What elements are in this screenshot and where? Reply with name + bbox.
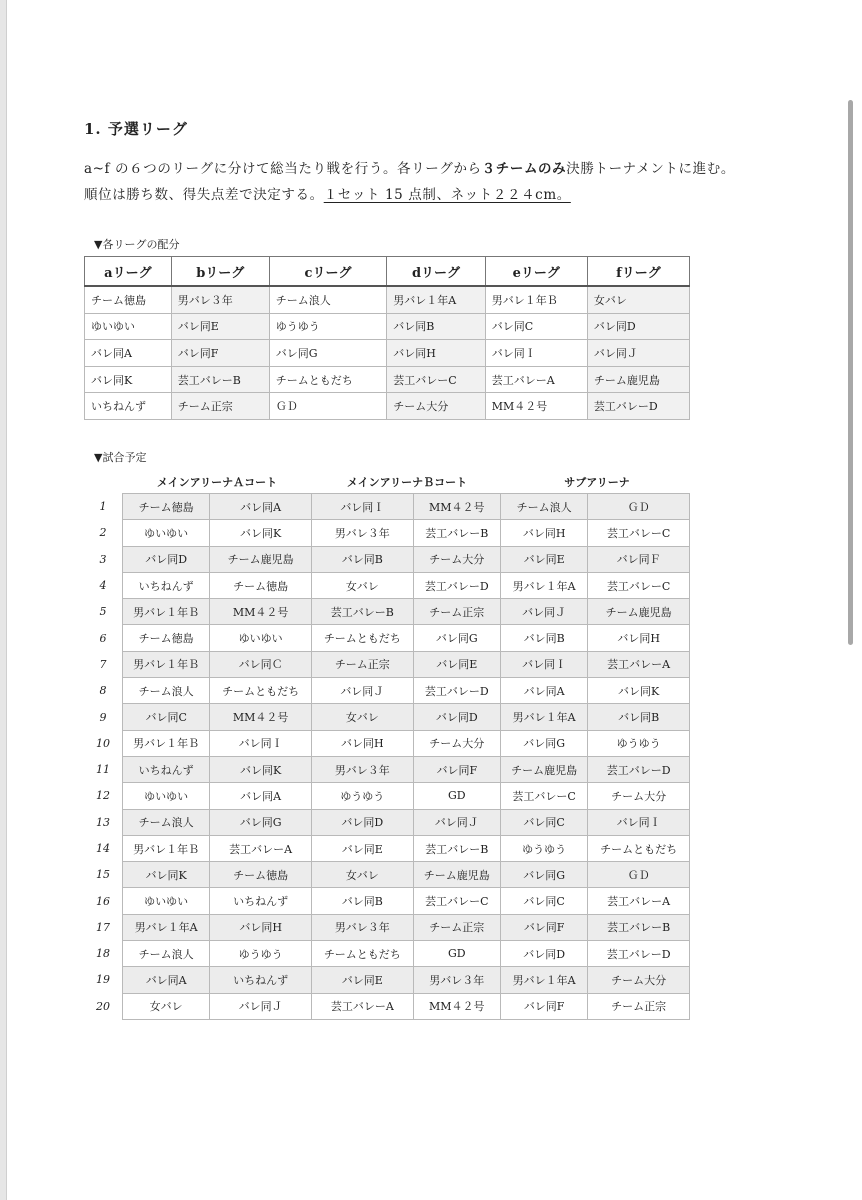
- match-number: 2: [84, 520, 123, 546]
- match-number: 15: [84, 862, 123, 888]
- team-cell: バレ同Ｆ: [588, 546, 690, 572]
- team-cell: チーム浪人: [123, 941, 210, 967]
- match-number: 17: [84, 914, 123, 940]
- league-caption: ▼各リーグの配分: [94, 238, 180, 251]
- league-cell: バレ同H: [387, 340, 486, 367]
- team-cell: バレ同K: [123, 862, 210, 888]
- team-cell: バレ同E: [500, 546, 587, 572]
- team-cell: バレ同H: [588, 625, 690, 651]
- team-cell: バレ同Ｊ: [210, 993, 312, 1019]
- schedule-row: [84, 599, 690, 625]
- league-row: [85, 313, 690, 340]
- team-cell: バレ同B: [311, 546, 413, 572]
- match-number: 14: [84, 835, 123, 861]
- team-cell: バレ同Ｊ: [413, 809, 500, 835]
- league-row: [85, 393, 690, 420]
- schedule-row: [84, 809, 690, 835]
- team-cell: バレ同K: [588, 678, 690, 704]
- team-cell: ゆうゆう: [588, 730, 690, 756]
- team-cell: バレ同G: [500, 862, 587, 888]
- team-cell: バレ同B: [311, 888, 413, 914]
- league-header-cell: dリーグ: [387, 257, 486, 287]
- schedule-row: [84, 941, 690, 967]
- team-cell: ＧＤ: [588, 862, 690, 888]
- team-cell: 女バレ: [311, 862, 413, 888]
- paragraph-text: a~f の６つのリーグに分けて総当たり戦を行う。各リーグから: [84, 161, 482, 177]
- team-cell: バレ同F: [500, 993, 587, 1019]
- team-cell: チーム徳島: [123, 625, 210, 651]
- team-cell: 芸工バレーB: [311, 599, 413, 625]
- team-cell: ゆいゆい: [123, 888, 210, 914]
- team-cell: 女バレ: [123, 993, 210, 1019]
- team-cell: バレ同A: [210, 783, 312, 809]
- team-cell: チーム徳島: [210, 572, 312, 598]
- team-cell: バレ同C: [500, 809, 587, 835]
- team-cell: 芸工バレーB: [588, 914, 690, 940]
- match-number: 19: [84, 967, 123, 993]
- team-cell: ゆいゆい: [210, 625, 312, 651]
- league-cell: チーム徳島: [85, 286, 172, 313]
- team-cell: 芸工バレーD: [413, 678, 500, 704]
- team-cell: ゆいゆい: [123, 520, 210, 546]
- team-cell: チームともだち: [588, 835, 690, 861]
- schedule-row: [84, 572, 690, 598]
- team-cell: チーム浪人: [123, 809, 210, 835]
- league-cell: チーム大分: [387, 393, 486, 420]
- paragraph-underlined: １セット 15 点制、ネット２２４cm。: [323, 187, 571, 203]
- paragraph-line-1: [84, 157, 735, 177]
- schedule-row: [84, 520, 690, 546]
- team-cell: 男バレ１年A: [123, 914, 210, 940]
- team-cell: バレ同E: [311, 967, 413, 993]
- schedule-row: [84, 835, 690, 861]
- league-header-cell: bリーグ: [171, 257, 269, 287]
- league-cell: 芸工バレーD: [587, 393, 689, 420]
- match-number: 3: [84, 546, 123, 572]
- team-cell: バレ同K: [210, 756, 312, 782]
- league-cell: バレ同B: [387, 313, 486, 340]
- league-header-cell: aリーグ: [85, 257, 172, 287]
- league-cell: チーム浪人: [269, 286, 386, 313]
- team-cell: チーム鹿児島: [588, 599, 690, 625]
- team-cell: 芸工バレーC: [588, 572, 690, 598]
- team-cell: バレ同H: [311, 730, 413, 756]
- team-cell: 男バレ１年Ｂ: [123, 730, 210, 756]
- team-cell: ゆいゆい: [123, 783, 210, 809]
- team-cell: 男バレ１年Ｂ: [123, 599, 210, 625]
- league-cell: バレ同Ｉ: [485, 340, 587, 367]
- league-cell: バレ同F: [171, 340, 269, 367]
- team-cell: いちねんず: [210, 967, 312, 993]
- match-number: 18: [84, 941, 123, 967]
- team-cell: GD: [413, 783, 500, 809]
- schedule-row: [84, 651, 690, 677]
- schedule-row: [84, 756, 690, 782]
- league-header-cell: cリーグ: [269, 257, 386, 287]
- page-edge: [6, 0, 7, 1200]
- team-cell: チーム鹿児島: [210, 546, 312, 572]
- match-number: 5: [84, 599, 123, 625]
- team-cell: バレ同F: [413, 756, 500, 782]
- match-number: 10: [84, 730, 123, 756]
- team-cell: バレ同G: [210, 809, 312, 835]
- team-cell: ゆうゆう: [210, 941, 312, 967]
- team-cell: バレ同H: [500, 520, 587, 546]
- team-cell: 女バレ: [311, 572, 413, 598]
- match-number: 6: [84, 625, 123, 651]
- team-cell: 男バレ１年A: [500, 572, 587, 598]
- match-number: 7: [84, 651, 123, 677]
- league-cell: ＧＤ: [269, 393, 386, 420]
- schedule-row: [84, 783, 690, 809]
- team-cell: バレ同K: [210, 520, 312, 546]
- league-cell: いちねんず: [85, 393, 172, 420]
- team-cell: MM４２号: [210, 704, 312, 730]
- court-header: メインアリーナＢコート: [346, 476, 468, 489]
- team-cell: チーム徳島: [123, 494, 210, 520]
- team-cell: 男バレ１年A: [500, 967, 587, 993]
- match-number: 20: [84, 993, 123, 1019]
- match-number: 12: [84, 783, 123, 809]
- team-cell: バレ同B: [588, 704, 690, 730]
- league-cell: バレ同D: [587, 313, 689, 340]
- league-row: [85, 340, 690, 367]
- court-header: メインアリーナＡコート: [156, 476, 278, 489]
- team-cell: 芸工バレーC: [588, 520, 690, 546]
- schedule-row: [84, 914, 690, 940]
- paragraph-line-2: [84, 183, 571, 203]
- team-cell: チーム鹿児島: [413, 862, 500, 888]
- schedule-table: [84, 493, 690, 1020]
- team-cell: バレ同Ｉ: [311, 494, 413, 520]
- team-cell: 芸工バレーC: [500, 783, 587, 809]
- court-header: サブアリーナ: [564, 476, 630, 489]
- schedule-header-row: [122, 474, 690, 490]
- paragraph-emphasis: ３チームのみ: [481, 161, 567, 177]
- team-cell: MM４２号: [413, 993, 500, 1019]
- team-cell: チームともだち: [311, 625, 413, 651]
- schedule-row: [84, 678, 690, 704]
- team-cell: 芸工バレーD: [588, 941, 690, 967]
- vertical-scrollbar[interactable]: [848, 100, 853, 645]
- team-cell: チーム正宗: [413, 914, 500, 940]
- team-cell: バレ同D: [311, 809, 413, 835]
- league-cell: 男バレ１年A: [387, 286, 486, 313]
- match-number: 4: [84, 572, 123, 598]
- league-cell: MM４２号: [485, 393, 587, 420]
- team-cell: バレ同D: [500, 941, 587, 967]
- league-header-row: [85, 257, 690, 287]
- team-cell: GD: [413, 941, 500, 967]
- team-cell: チームともだち: [210, 678, 312, 704]
- league-cell: バレ同K: [85, 366, 172, 393]
- team-cell: 女バレ: [311, 704, 413, 730]
- league-row: [85, 286, 690, 313]
- team-cell: ＧＤ: [588, 494, 690, 520]
- league-row: [85, 366, 690, 393]
- team-cell: チーム正宗: [588, 993, 690, 1019]
- league-cell: チームともだち: [269, 366, 386, 393]
- league-table: [84, 256, 690, 420]
- team-cell: MM４２号: [210, 599, 312, 625]
- team-cell: チームともだち: [311, 941, 413, 967]
- team-cell: 男バレ３年: [311, 914, 413, 940]
- match-number: 11: [84, 756, 123, 782]
- league-header-cell: fリーグ: [587, 257, 689, 287]
- team-cell: チーム大分: [413, 546, 500, 572]
- team-cell: 芸工バレーA: [311, 993, 413, 1019]
- league-cell: ゆうゆう: [269, 313, 386, 340]
- team-cell: 芸工バレーA: [588, 651, 690, 677]
- section-heading: 1. 予選リーグ: [84, 120, 188, 138]
- paragraph-text: 決勝トーナメントに進む。: [566, 161, 735, 177]
- league-cell: 芸工バレーB: [171, 366, 269, 393]
- team-cell: バレ同Ｉ: [500, 651, 587, 677]
- league-header-cell: eリーグ: [485, 257, 587, 287]
- team-cell: MM４２号: [413, 494, 500, 520]
- team-cell: バレ同C: [123, 704, 210, 730]
- team-cell: バレ同H: [210, 914, 312, 940]
- schedule-row: [84, 625, 690, 651]
- team-cell: 男バレ１年A: [500, 704, 587, 730]
- team-cell: バレ同Ｊ: [500, 599, 587, 625]
- team-cell: 男バレ３年: [413, 967, 500, 993]
- team-cell: 芸工バレーD: [413, 572, 500, 598]
- league-cell: 女バレ: [587, 286, 689, 313]
- league-cell: 男バレ１年Ｂ: [485, 286, 587, 313]
- team-cell: チーム正宗: [311, 651, 413, 677]
- team-cell: バレ同Ｃ: [210, 651, 312, 677]
- schedule-row: [84, 730, 690, 756]
- team-cell: 芸工バレーA: [588, 888, 690, 914]
- team-cell: バレ同E: [311, 835, 413, 861]
- team-cell: 芸工バレーB: [413, 835, 500, 861]
- schedule-row: [84, 888, 690, 914]
- match-number: 8: [84, 678, 123, 704]
- league-cell: バレ同C: [485, 313, 587, 340]
- team-cell: チーム大分: [588, 967, 690, 993]
- league-cell: バレ同G: [269, 340, 386, 367]
- league-cell: ゆいゆい: [85, 313, 172, 340]
- team-cell: チーム徳島: [210, 862, 312, 888]
- team-cell: 芸工バレーC: [413, 888, 500, 914]
- league-cell: バレ同E: [171, 313, 269, 340]
- team-cell: チーム大分: [413, 730, 500, 756]
- team-cell: 芸工バレーB: [413, 520, 500, 546]
- match-number: 16: [84, 888, 123, 914]
- match-number: 1: [84, 494, 123, 520]
- team-cell: バレ同A: [123, 967, 210, 993]
- team-cell: バレ同A: [500, 678, 587, 704]
- team-cell: 男バレ３年: [311, 756, 413, 782]
- team-cell: チーム浪人: [500, 494, 587, 520]
- team-cell: ゆうゆう: [311, 783, 413, 809]
- team-cell: いちねんず: [210, 888, 312, 914]
- schedule-caption: ▼試合予定: [94, 451, 147, 464]
- team-cell: バレ同C: [500, 888, 587, 914]
- team-cell: いちねんず: [123, 756, 210, 782]
- match-number: 13: [84, 809, 123, 835]
- team-cell: バレ同A: [210, 494, 312, 520]
- league-cell: 芸工バレーA: [485, 366, 587, 393]
- team-cell: バレ同Ｊ: [311, 678, 413, 704]
- schedule-row: [84, 862, 690, 888]
- team-cell: 男バレ１年Ｂ: [123, 835, 210, 861]
- match-number: 9: [84, 704, 123, 730]
- team-cell: バレ同D: [413, 704, 500, 730]
- league-cell: チーム鹿児島: [587, 366, 689, 393]
- team-cell: 男バレ１年Ｂ: [123, 651, 210, 677]
- team-cell: 男バレ３年: [311, 520, 413, 546]
- schedule-row: [84, 993, 690, 1019]
- team-cell: バレ同D: [123, 546, 210, 572]
- team-cell: チーム浪人: [123, 678, 210, 704]
- team-cell: 芸工バレーA: [210, 835, 312, 861]
- team-cell: 芸工バレーD: [588, 756, 690, 782]
- schedule-row: [84, 704, 690, 730]
- team-cell: バレ同G: [500, 730, 587, 756]
- league-cell: チーム正宗: [171, 393, 269, 420]
- team-cell: ゆうゆう: [500, 835, 587, 861]
- league-cell: 芸工バレーC: [387, 366, 486, 393]
- team-cell: バレ同B: [500, 625, 587, 651]
- paragraph-text: 順位は勝ち数、得失点差で決定する。: [84, 187, 324, 203]
- team-cell: チーム鹿児島: [500, 756, 587, 782]
- schedule-row: [84, 494, 690, 520]
- league-cell: バレ同A: [85, 340, 172, 367]
- team-cell: バレ同E: [413, 651, 500, 677]
- league-cell: バレ同Ｊ: [587, 340, 689, 367]
- team-cell: バレ同G: [413, 625, 500, 651]
- team-cell: チーム大分: [588, 783, 690, 809]
- team-cell: バレ同F: [500, 914, 587, 940]
- schedule-row: [84, 546, 690, 572]
- team-cell: いちねんず: [123, 572, 210, 598]
- team-cell: バレ同Ｉ: [210, 730, 312, 756]
- team-cell: チーム正宗: [413, 599, 500, 625]
- schedule-row: [84, 967, 690, 993]
- team-cell: バレ同Ｉ: [588, 809, 690, 835]
- league-cell: 男バレ３年: [171, 286, 269, 313]
